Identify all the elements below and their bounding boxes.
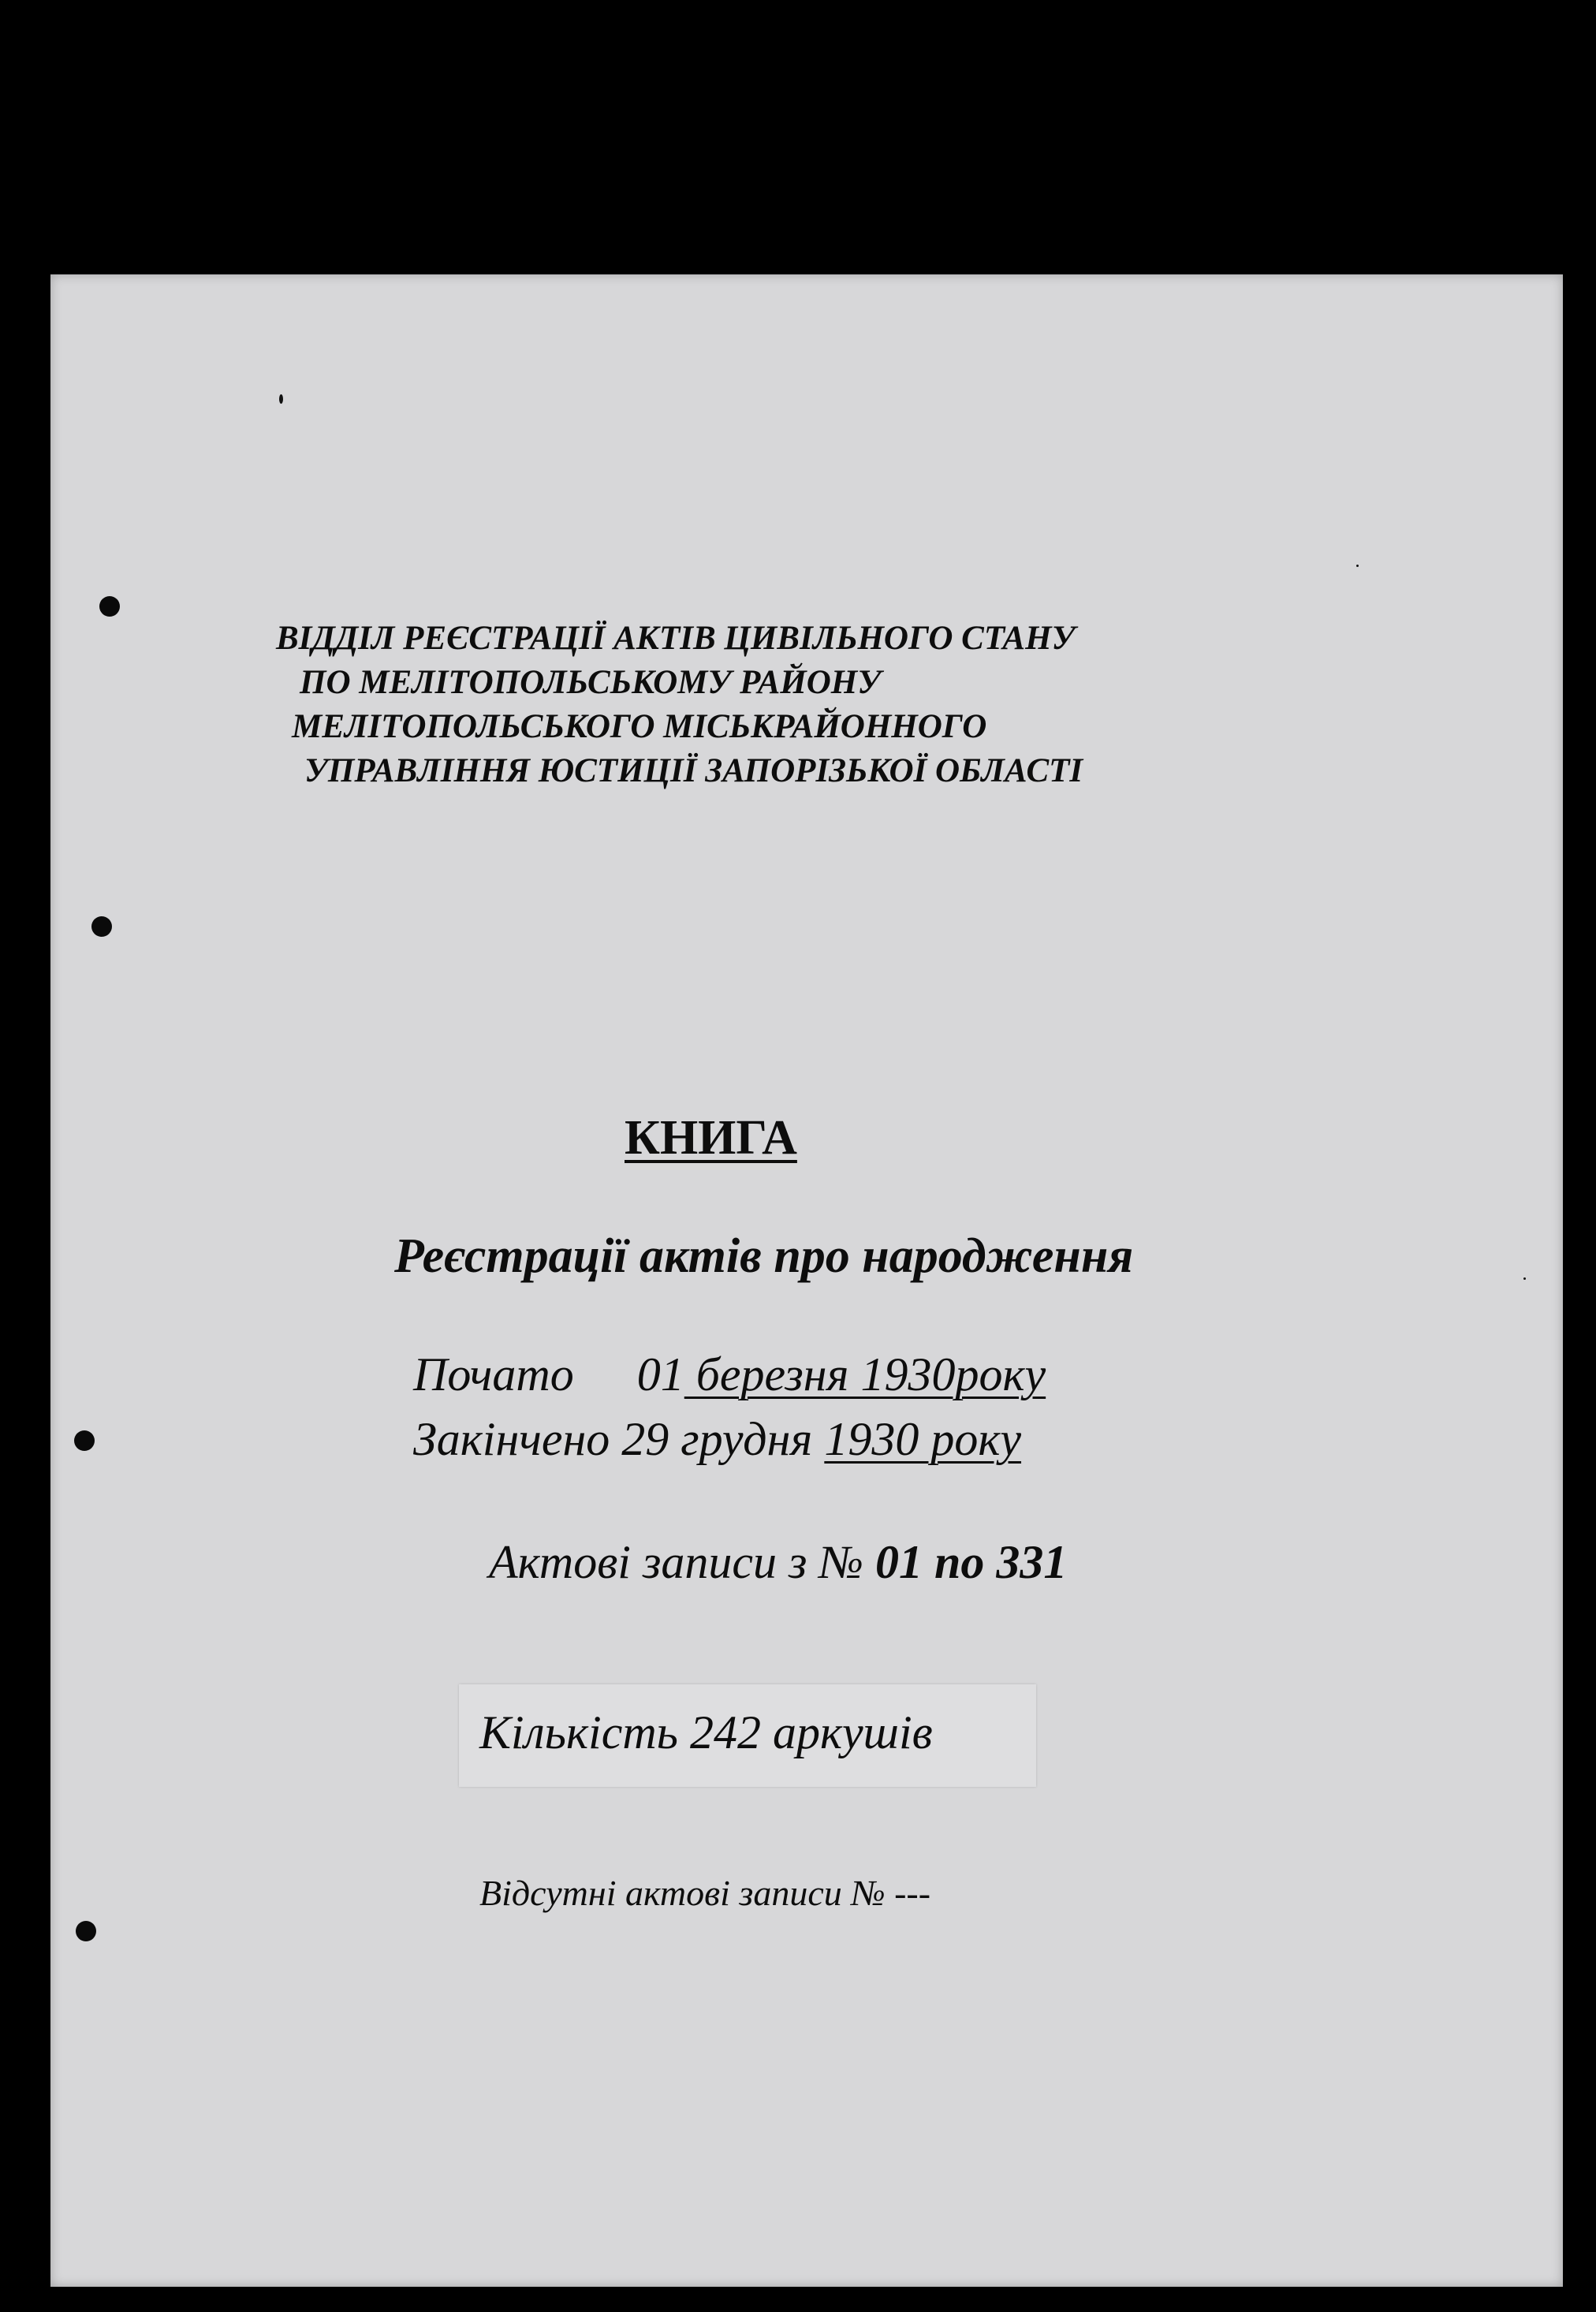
ink-speck [1523,1277,1526,1280]
sheet-count-label [459,1684,1036,1787]
book-title: КНИГА [625,1111,797,1165]
finished-day-month: 29 грудня [621,1413,813,1465]
punch-hole-1 [99,596,120,617]
punch-hole-3 [74,1430,95,1451]
records-from: 01 [875,1536,923,1588]
started-month-year: березня 1930року [684,1348,1046,1400]
ink-speck [279,394,283,404]
ink-speck [1356,565,1359,567]
punch-hole-2 [91,916,112,937]
started-day: 01 [636,1348,684,1400]
records-range-line [489,1536,1067,1588]
header-line-2: ПО МЕЛІТОПОЛЬСЬКОМУ РАЙОНУ [300,664,882,701]
records-prefix: Актові записи з № [489,1536,875,1588]
header-line-3: МЕЛІТОПОЛЬСЬКОГО МІСЬКРАЙОННОГО [292,708,987,745]
document-page [50,274,1563,2287]
sheet-count-text: Кількість 242 аркушів [479,1706,933,1758]
punch-hole-4 [76,1921,96,1941]
book-subtitle: Реєстрації актів про народження [394,1229,1134,1283]
records-middle: по [923,1536,997,1588]
finished-year: 1930 року [824,1413,1022,1465]
started-label: Почато [413,1348,574,1400]
records-to: 331 [996,1536,1068,1588]
started-date-line [413,1348,1046,1400]
header-line-4: УПРАВЛІННЯ ЮСТИЦІЇ ЗАПОРІЗЬКОЇ ОБЛАСТІ [304,752,1083,789]
missing-records-line: Відсутні актові записи № --- [479,1873,931,1913]
header-line-1: ВІДДІЛ РЕЄСТРАЦІЇ АКТІВ ЦИВІЛЬНОГО СТАНУ [276,620,1076,657]
finished-date-line [413,1413,1021,1465]
finished-label: Закінчено [413,1413,610,1465]
